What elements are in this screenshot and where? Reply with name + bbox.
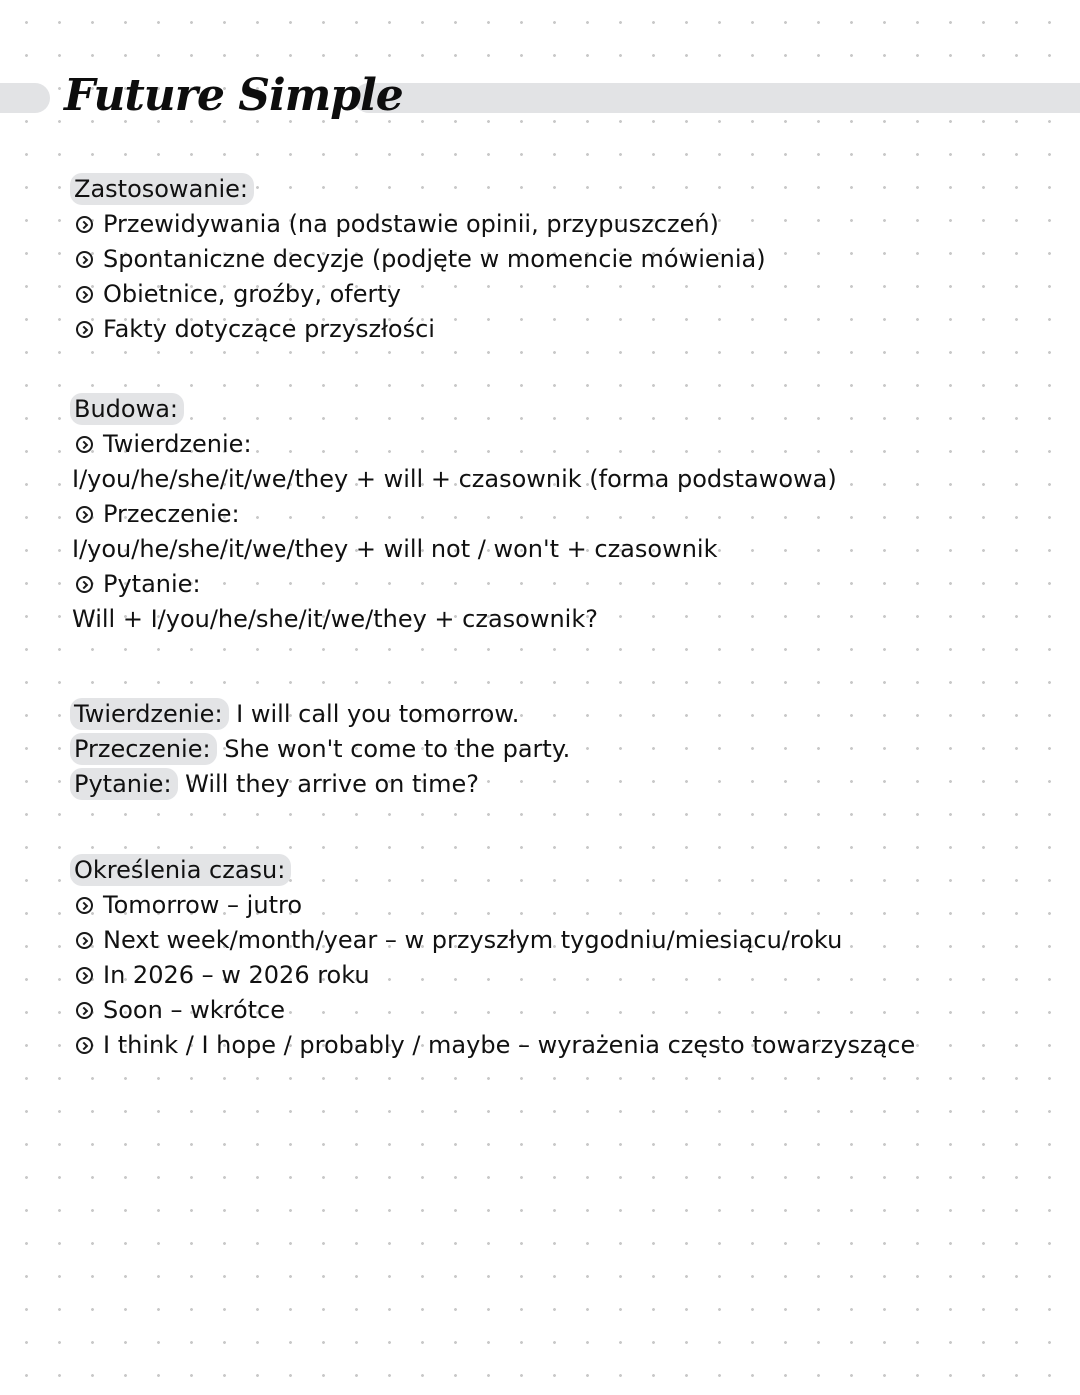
example-question: Pytanie: Will they arrive on time? bbox=[70, 767, 570, 802]
chevron-circle-right-icon bbox=[76, 251, 93, 268]
list-item: Spontaniczne decyzje (podjęte w momencie mówienia) bbox=[70, 242, 766, 277]
chevron-circle-right-icon bbox=[76, 286, 93, 303]
list-item: Soon – wkrótce bbox=[70, 993, 915, 1028]
structure-question-label: Pytanie: bbox=[70, 567, 837, 602]
chevron-circle-right-icon bbox=[76, 321, 93, 338]
chevron-circle-right-icon bbox=[76, 216, 93, 233]
chevron-circle-right-icon bbox=[76, 1037, 93, 1054]
chevron-circle-right-icon bbox=[76, 506, 93, 523]
list-item: Przewidywania (na podstawie opinii, przypuszczeń) bbox=[70, 207, 766, 242]
example-affirmative: Twierdzenie: I will call you tomorrow. bbox=[70, 697, 570, 732]
chevron-circle-right-icon bbox=[76, 967, 93, 984]
examples-section bbox=[70, 697, 570, 802]
example-negative: Przeczenie: She won't come to the party. bbox=[70, 732, 570, 767]
list-item: Next week/month/year – w przyszłym tygodniu/miesiącu/roku bbox=[70, 923, 915, 958]
page-title: Future Simple bbox=[64, 70, 403, 121]
list-item: Obietnice, groźby, oferty bbox=[70, 277, 766, 312]
usage-heading: Zastosowanie: bbox=[70, 173, 254, 205]
chevron-circle-right-icon bbox=[76, 932, 93, 949]
structure-affirmative-label: Twierdzenie: bbox=[70, 427, 837, 462]
usage-section bbox=[70, 172, 766, 347]
chevron-circle-right-icon bbox=[76, 1002, 93, 1019]
list-item: Tomorrow – jutro bbox=[70, 888, 915, 923]
chevron-circle-right-icon bbox=[76, 576, 93, 593]
list-item: Fakty dotyczące przyszłości bbox=[70, 312, 766, 347]
time-expressions-heading: Określenia czasu: bbox=[70, 854, 291, 886]
structure-heading: Budowa: bbox=[70, 393, 184, 425]
structure-section bbox=[70, 392, 837, 637]
title-bar-left-decoration bbox=[0, 83, 50, 113]
structure-negative-label: Przeczenie: bbox=[70, 497, 837, 532]
title-bar-right-decoration bbox=[354, 83, 1080, 113]
time-expressions-section bbox=[70, 853, 915, 1063]
list-item: In 2026 – w 2026 roku bbox=[70, 958, 915, 993]
chevron-circle-right-icon bbox=[76, 436, 93, 453]
structure-affirmative-formula: I/you/he/she/it/we/they + will + czasownik (forma podstawowa) bbox=[72, 465, 837, 493]
structure-question-formula: Will + I/you/he/she/it/we/they + czasownik? bbox=[72, 605, 598, 633]
chevron-circle-right-icon bbox=[76, 897, 93, 914]
list-item: I think / I hope / probably / maybe – wyrażenia często towarzyszące bbox=[70, 1028, 915, 1063]
structure-negative-formula: I/you/he/she/it/we/they + will not / won't + czasownik bbox=[72, 535, 718, 563]
